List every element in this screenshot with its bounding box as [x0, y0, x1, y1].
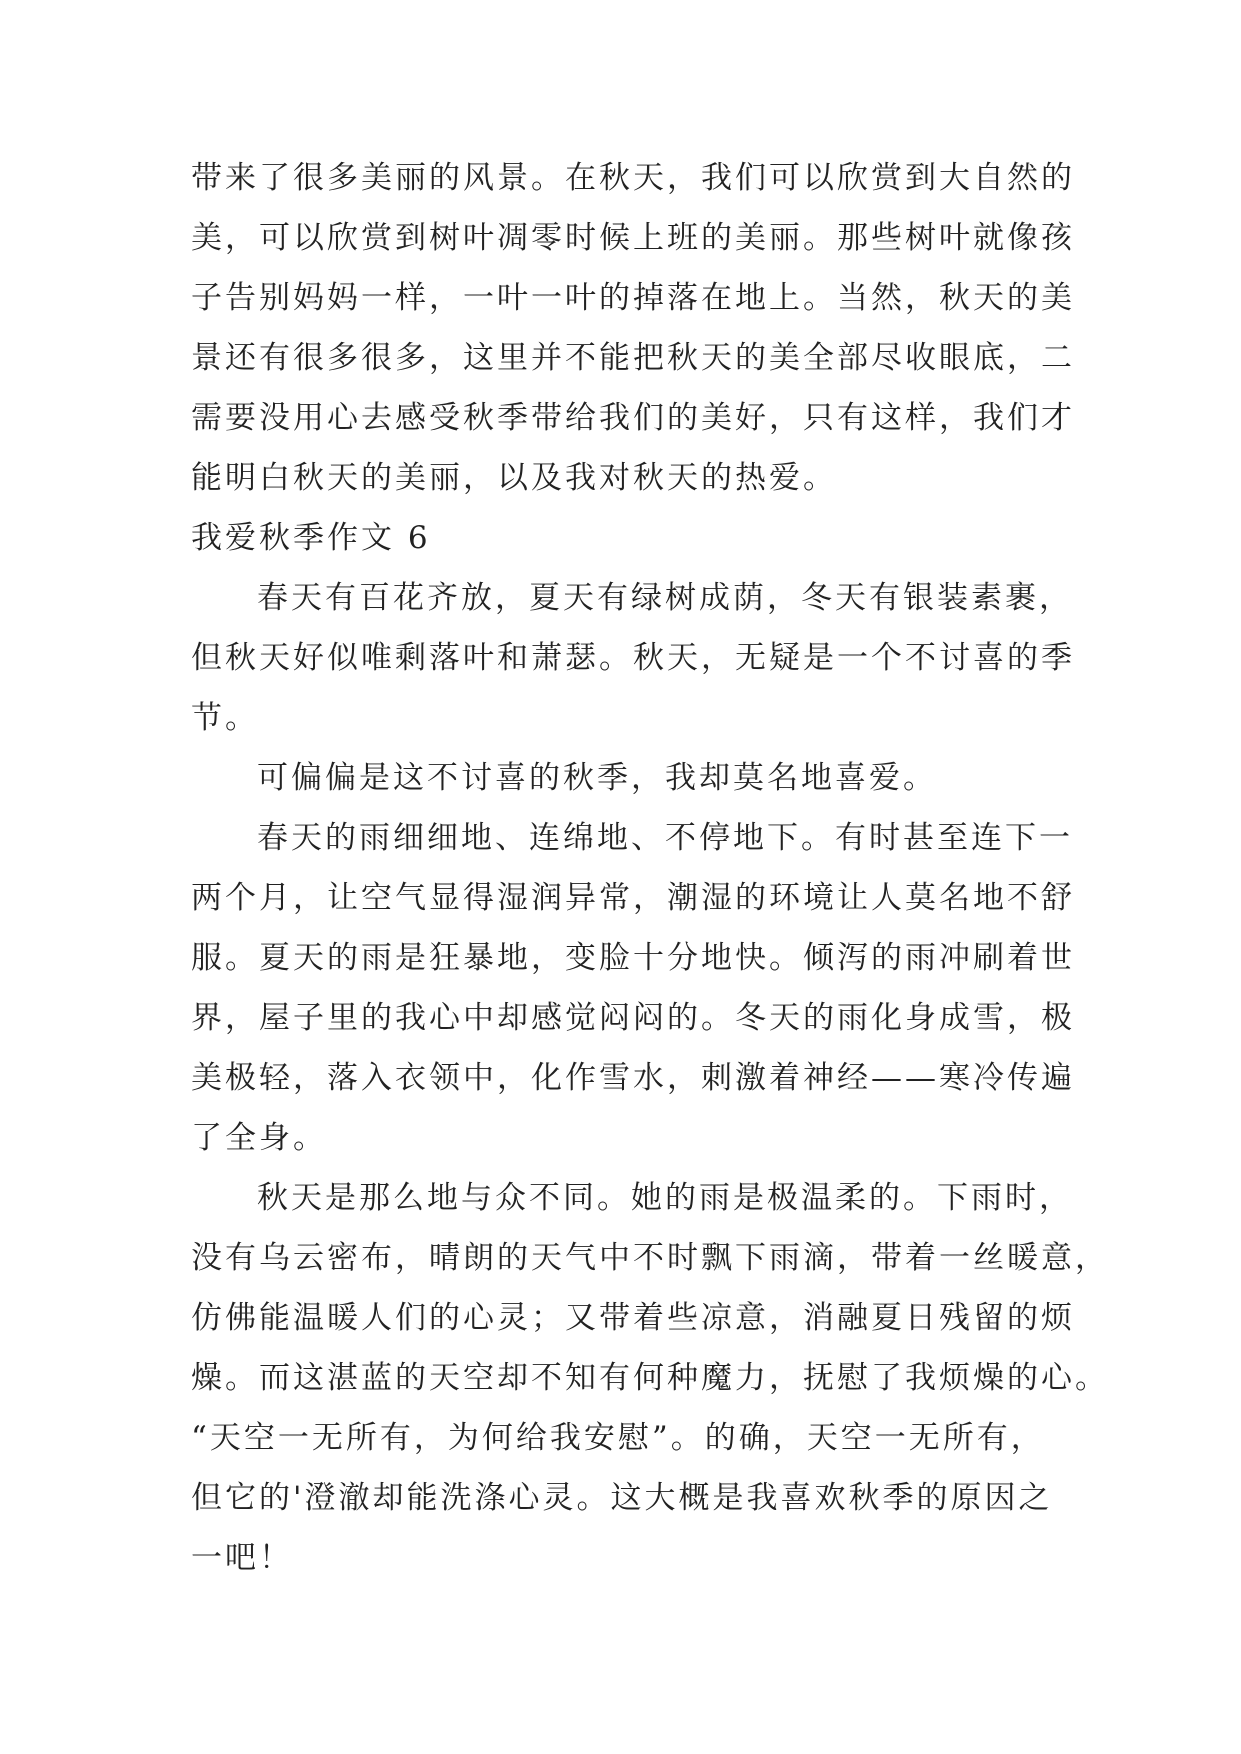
text-line: 但秋天好似唯剩落叶和萧瑟。秋天，无疑是一个不讨喜的季 [191, 640, 1075, 676]
text-line: 但它的'澄澈却能洗涤心灵。这大概是我喜欢秋季的原因之 [191, 1480, 1053, 1516]
text-line: 界，屋子里的我心中却感觉闷闷的。冬天的雨化身成雪，极 [191, 1000, 1075, 1036]
text-line: “天空一无所有，为何给我安慰”。的确，天空一无所有， [191, 1420, 1045, 1456]
text-line: 两个月，让空气显得湿润异常，潮湿的环境让人莫名地不舒 [191, 880, 1075, 916]
intro-paragraph [191, 148, 1075, 508]
paragraph-1 [191, 568, 1075, 748]
text-line: 带来了很多美丽的风景。在秋天，我们可以欣赏到大自然的 [191, 160, 1075, 196]
text-line: 能明白秋天的美丽，以及我对秋天的热爱。 [191, 460, 837, 496]
text-line: 一吧！ [191, 1540, 293, 1576]
paragraph-4 [191, 1168, 1109, 1588]
text-line: 需要没用心去感受秋季带给我们的美好，只有这样，我们才 [191, 400, 1075, 436]
text-line: 美极轻，落入衣领中，化作雪水，刺激着神经——寒冷传遍 [191, 1060, 1075, 1096]
text-line: 景还有很多很多，这里并不能把秋天的美全部尽收眼底，二 [191, 340, 1075, 376]
essay-heading: 我爱秋季作文 6 [191, 520, 431, 556]
document-page [191, 148, 1109, 1588]
text-line: 美，可以欣赏到树叶凋零时候上班的美丽。那些树叶就像孩 [191, 220, 1075, 256]
paragraph-3 [191, 808, 1075, 1168]
text-line: 春天的雨细细地、连绵地、不停地下。有时甚至连下一 [257, 820, 1073, 856]
text-line: 了全身。 [191, 1120, 327, 1156]
paragraph-2 [191, 748, 1063, 808]
text-line: 秋天是那么地与众不同。她的雨是极温柔的。下雨时， [257, 1180, 1073, 1216]
text-line: 春天有百花齐放，夏天有绿树成荫，冬天有银装素裹， [257, 580, 1073, 616]
text-line: 可偏偏是这不讨喜的秋季，我却莫名地喜爱。 [257, 760, 937, 796]
text-line: 子告别妈妈一样，一叶一叶的掉落在地上。当然，秋天的美 [191, 280, 1075, 316]
text-line: 服。夏天的雨是狂暴地，变脸十分地快。倾泻的雨冲刷着世 [191, 940, 1075, 976]
text-line: 没有乌云密布，晴朗的天气中不时飘下雨滴，带着一丝暖意， [191, 1240, 1109, 1276]
text-line: 燥。而这湛蓝的天空却不知有何种魔力，抚慰了我烦燥的心。 [191, 1360, 1109, 1396]
text-line: 节。 [191, 700, 259, 736]
text-line: 仿佛能温暖人们的心灵；又带着些凉意，消融夏日残留的烦 [191, 1300, 1075, 1336]
